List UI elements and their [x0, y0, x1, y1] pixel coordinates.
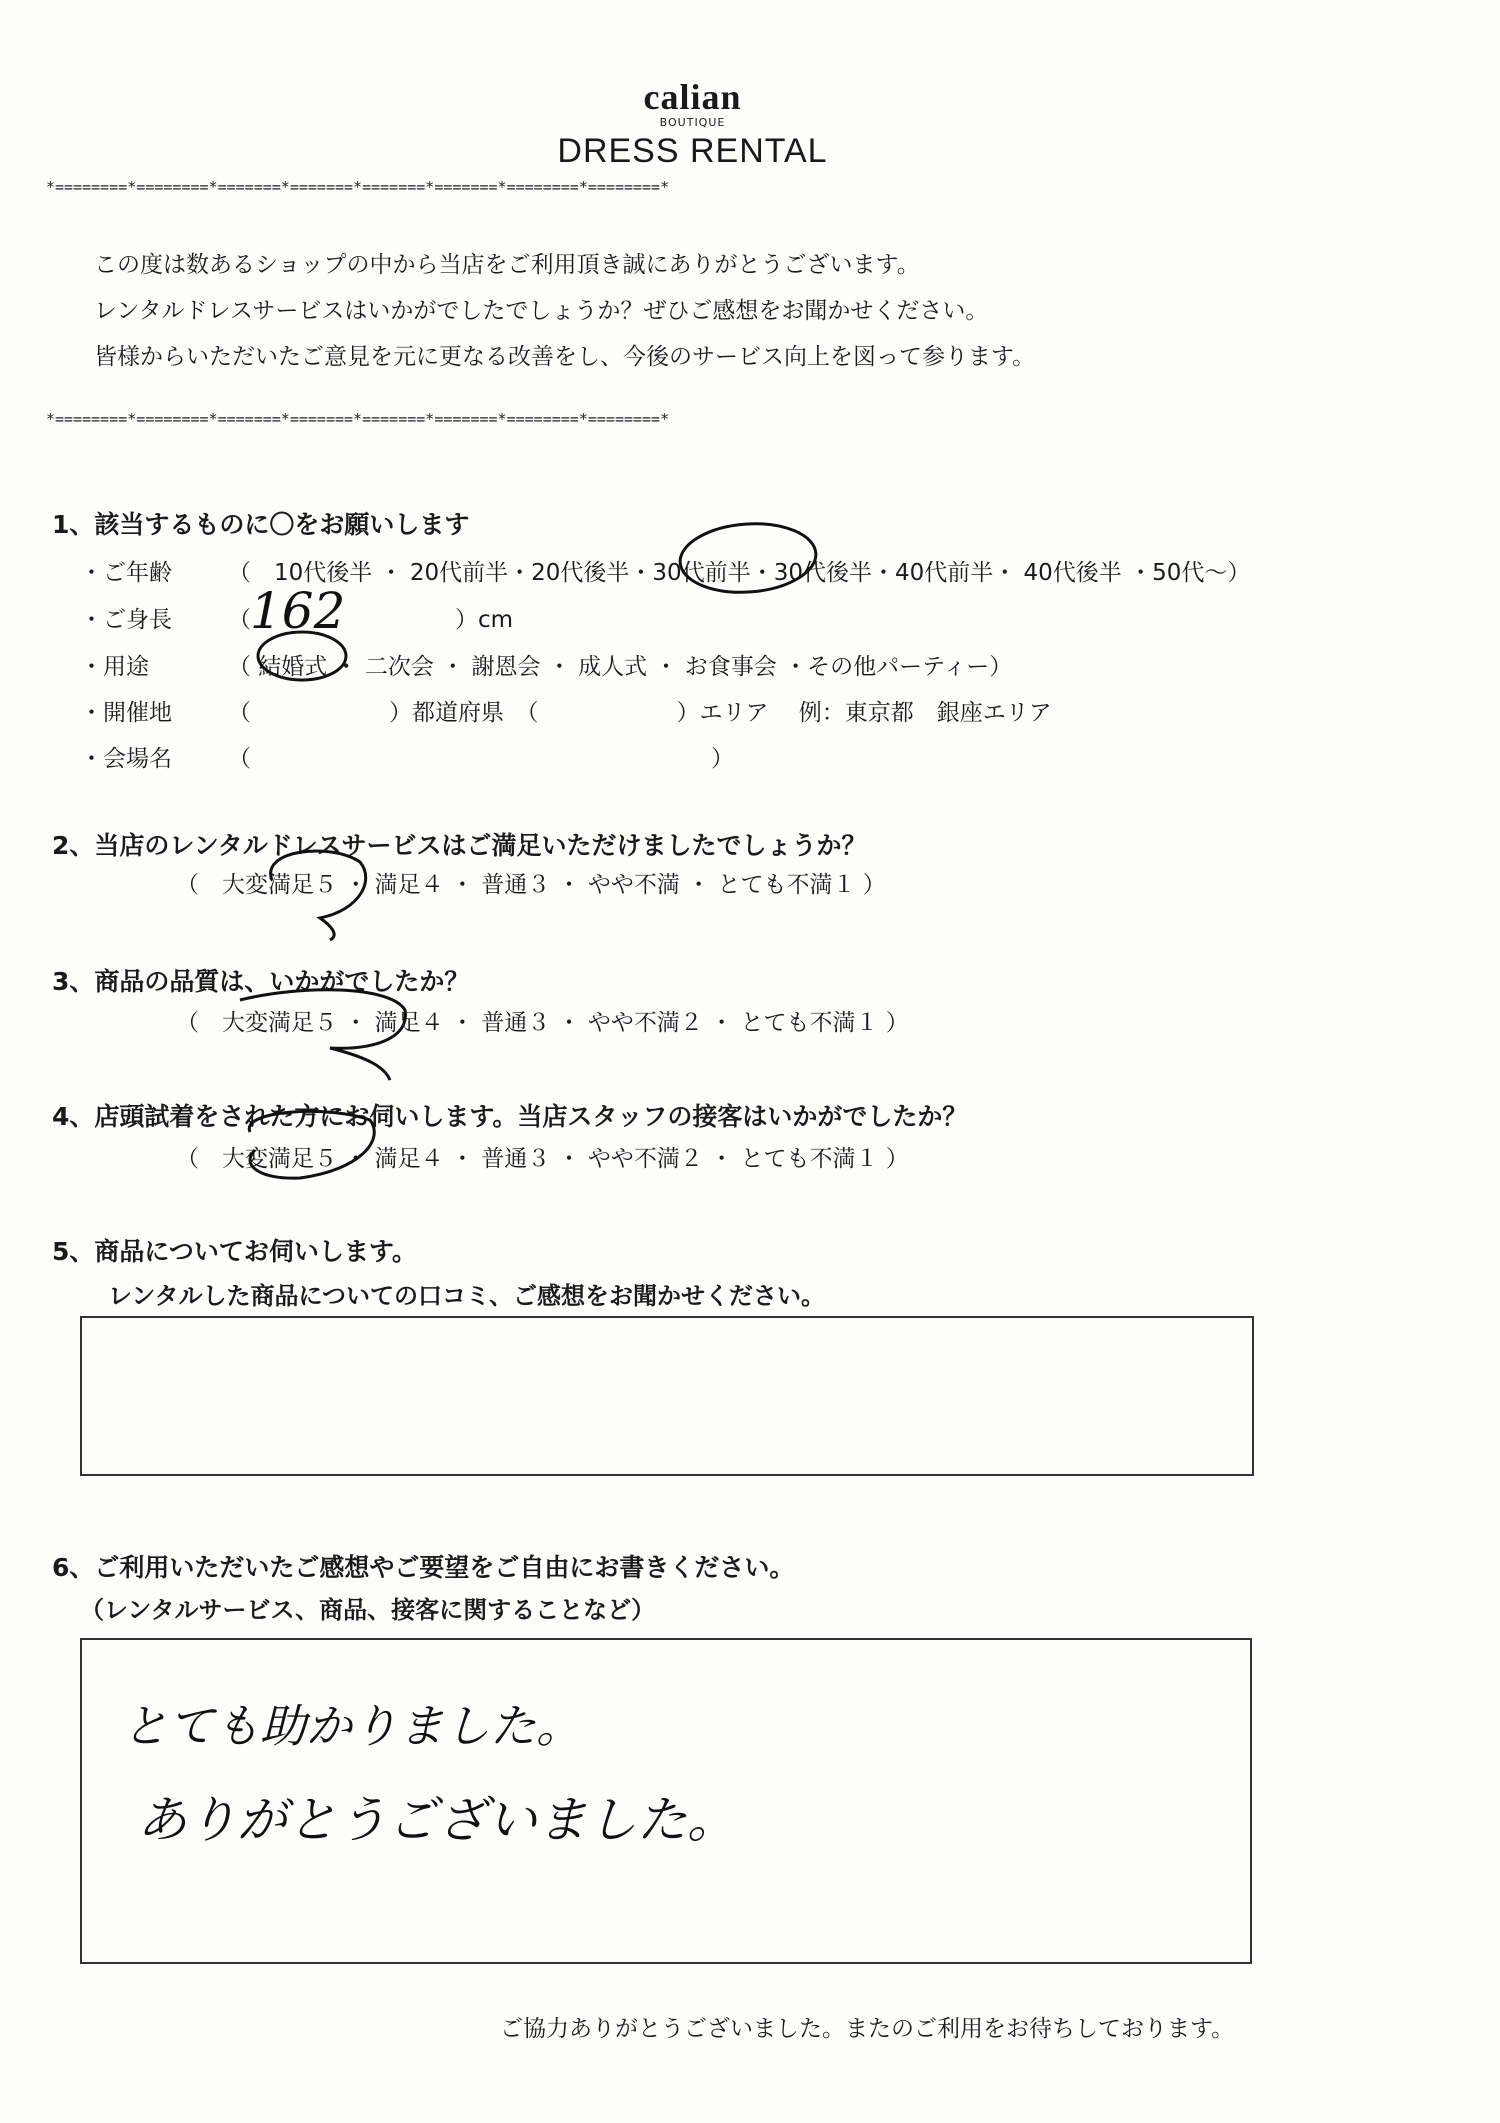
divider-bottom: *========*========*=======*=======*=======*=======*========*========* — [46, 410, 670, 428]
question-6-answer-line-1: とても助かりました。 — [122, 1699, 582, 1753]
question-2-options[interactable]: （ 大変満足５ ・ 満足４ ・ 普通３ ・ やや不満 ・ とても不満１ ） — [176, 872, 886, 898]
page-title: DRESS RENTAL — [557, 132, 828, 170]
hall-label: ・会場名 — [80, 746, 172, 772]
question-2-title: 2、当店のレンタルドレスサービスはご満足いただけましたでしょうか？ — [52, 831, 867, 860]
question-3-title: 3、商品の品質は、いかがでしたか？ — [52, 967, 470, 996]
question-6-answer-line-2: ありがとうございました。 — [137, 1791, 737, 1849]
question-3-options[interactable]: （ 大変満足５ ・ 満足４ ・ 普通３ ・ やや不満２ ・ とても不満１ ） — [176, 1010, 909, 1036]
venue-options[interactable]: （ ）都道府県 （ ）エリア 例：東京都 銀座エリア — [228, 700, 1052, 726]
brand-logo: calian — [643, 77, 742, 117]
question-5-title: 5、商品についてお伺いします。 — [52, 1237, 417, 1266]
intro-line-2: レンタルドレスサービスはいかがでしたでしょうか？ぜひご感想をお聞かせください。 — [94, 298, 989, 324]
question-5-subtitle: レンタルした商品についての口コミ、ご感想をお聞かせください。 — [108, 1282, 825, 1310]
question-4-title: 4、店頭試着をされた方にお伺いします。当店スタッフの接客はいかがでしたか？ — [52, 1102, 968, 1131]
question-6-subtitle: （レンタルサービス、商品、接客に関することなど） — [80, 1596, 656, 1624]
intro-line-1: この度は数あるショップの中から当店をご利用頂き誠にありがとうございます。 — [94, 252, 920, 278]
question-6-answer-box[interactable] — [80, 1638, 1252, 1964]
height-value[interactable]: 162 — [250, 582, 346, 640]
venue-label: ・開催地 — [80, 700, 172, 726]
divider-top: *========*========*=======*=======*=======*=======*========*========* — [46, 178, 670, 196]
question-1-title: 1、該当するものに〇をお願いします — [52, 510, 470, 539]
brand-logo-subtitle: BOUTIQUE — [659, 116, 726, 129]
question-5-answer-box[interactable] — [80, 1316, 1254, 1476]
purpose-label: ・用途 — [80, 654, 149, 680]
purpose-options[interactable]: （ 結婚式 ・ 二次会 ・ 謝恩会 ・ 成人式 ・ お食事会 ・その他パーティー） — [228, 654, 1013, 680]
height-label: ・ご身長 — [80, 607, 172, 633]
height-unit: ）cm — [455, 607, 514, 633]
question-4-options[interactable]: （ 大変満足５ ・ 満足４ ・ 普通３ ・ やや不満２ ・ とても不満１ ） — [176, 1146, 909, 1172]
question-6-title: 6、ご利用いただいたご感想やご要望をご自由にお書きください。 — [52, 1553, 795, 1582]
hall-options[interactable]: （ ） — [228, 746, 734, 772]
height-open-paren: （ — [228, 607, 251, 633]
intro-line-3: 皆様からいただいたご意見を元に更なる改善をし、今後のサービス向上を図って参ります。 — [94, 344, 1036, 370]
age-options[interactable]: （ 10代後半 ・ 20代前半・20代後半・30代前半・30代後半・40代前半・ 40代後半 ・50代〜） — [228, 560, 1251, 586]
footer-thanks: ご協力ありがとうございました。またのご利用をお待ちしております。 — [500, 2016, 1235, 2042]
age-label: ・ご年齢 — [80, 560, 172, 586]
